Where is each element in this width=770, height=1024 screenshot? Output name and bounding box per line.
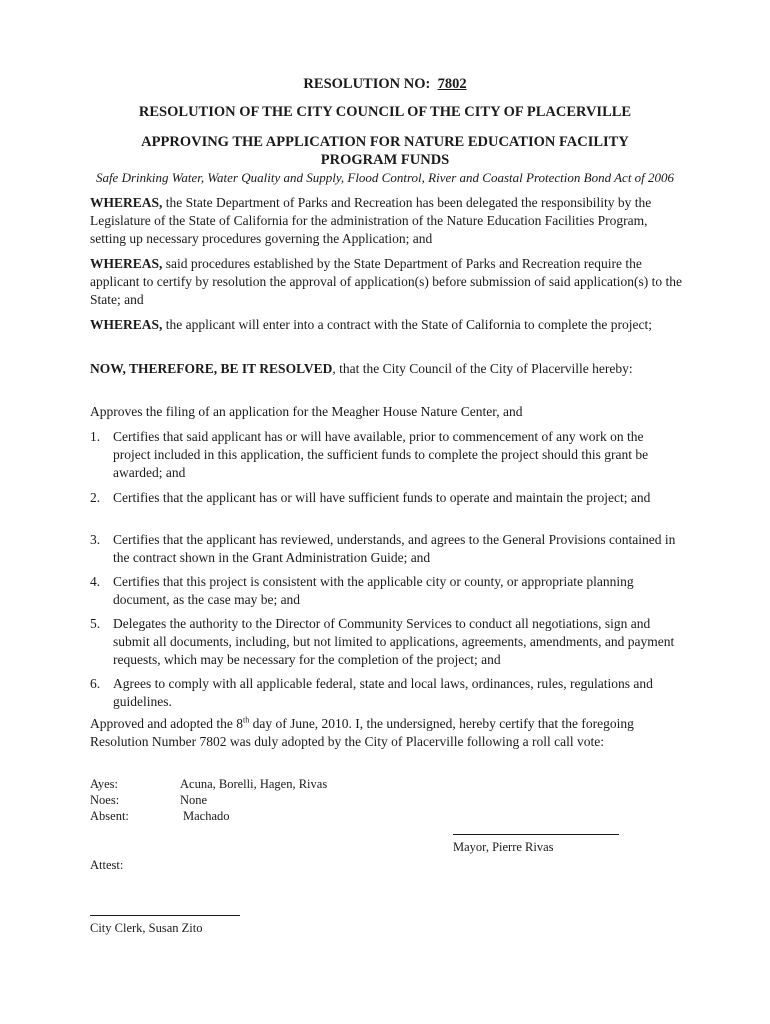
adoption-text-start: Approved and adopted the 8: [90, 716, 243, 731]
vote-row-absent: [90, 808, 490, 824]
list-item-text: Certifies that said applicant has or will have available, prior to commencement of any work on the project included in this application, the sufficient funds to complete the project should this grant be awarded; and: [113, 429, 649, 480]
resolution-number: 7802: [437, 76, 467, 92]
list-item: [90, 573, 682, 609]
list-item-number: 5.: [90, 616, 101, 631]
list-item-text: Certifies that this project is consistent with the applicable city or county, or appropriate planning document, as the case may be; and: [113, 574, 634, 607]
vote-row-noes: [90, 792, 490, 808]
whereas-text: the applicant will enter into a contract with the State of California to complete the project;: [162, 317, 652, 332]
clerk-signature-label: City Clerk, Susan Zito: [90, 921, 203, 935]
whereas-text: said procedures established by the State Department of Parks and Recreation require the applicant to certify by resolution the approval of application(s) before submission of said application(s) to the State; and: [90, 256, 682, 307]
whereas-lead: WHEREAS,: [90, 195, 163, 210]
list-item: [90, 675, 682, 711]
whereas-paragraph-2: [90, 255, 682, 309]
vote-value: Acuna, Borelli, Hagen, Rivas: [180, 777, 328, 791]
resolution-label: RESOLUTION NO:: [303, 76, 431, 92]
list-item-number: 1.: [90, 429, 101, 444]
ordinal-suffix: th: [242, 715, 250, 725]
mayor-signature-label: Mayor, Pierre Rivas: [453, 840, 554, 854]
vote-label: Ayes:: [90, 777, 119, 791]
vote-value: None: [180, 793, 208, 807]
resolution-number-heading: [0, 76, 770, 93]
whereas-lead: WHEREAS,: [90, 317, 163, 332]
list-item-text: Certifies that the applicant has or will have sufficient funds to operate and maintain the project; and: [113, 490, 651, 505]
resolved-lead: NOW, THEREFORE, BE IT RESOLVED: [90, 361, 333, 376]
resolved-paragraph: [90, 360, 682, 378]
list-item-number: 2.: [90, 490, 101, 505]
attest-label: Attest:: [90, 858, 124, 872]
resolved-text: , that the City Council of the City of Placerville hereby:: [332, 361, 633, 376]
resolution-title: RESOLUTION OF THE CITY COUNCIL OF THE CITY OF PLACERVILLE: [138, 104, 632, 120]
whereas-paragraph-3: [90, 316, 682, 334]
bond-act-line: Safe Drinking Water, Water Quality and Supply, Flood Control, River and Coastal Protection Bond Act of 2006: [95, 170, 675, 185]
list-item-text: Delegates the authority to the Director of Community Services to conduct all negotiations, sign and submit all documents, including, but not limited to applications, agreements, amendments, and payment requests, which may be necessary for the completion of the project; and: [113, 616, 675, 667]
list-item-text: Agrees to comply with all applicable federal, state and local laws, ordinances, rules, regulations and guidelines.: [113, 676, 653, 709]
whereas-text: the State Department of Parks and Recreation has been delegated the responsibility by the Legislature of the State of California for the administration of the Nature Education Facilities Program, setting up necessary procedures governing the Application; and: [90, 195, 652, 246]
adoption-text-end: day of June, 2010. I, the undersigned, hereby certify that the foregoing Resolution Number 7802 was duly adopted by the City of Placerville following a roll call vote:: [90, 716, 634, 749]
approves-paragraph: Approves the filing of an application for the Meagher House Nature Center, and: [90, 404, 523, 419]
subtitle-text: APPROVING THE APPLICATION FOR NATURE EDUCATION FACILITY PROGRAM FUNDS: [141, 134, 629, 168]
list-item: [90, 531, 682, 567]
whereas-lead: WHEREAS,: [90, 256, 163, 271]
roll-call-votes: [90, 776, 490, 824]
vote-label: Absent:: [90, 809, 129, 823]
whereas-paragraph-1: [90, 194, 682, 248]
clerk-signature-line: [90, 915, 240, 916]
vote-label: Noes:: [90, 793, 120, 807]
resolution-subtitle: [0, 133, 770, 169]
vote-value: Machado: [183, 809, 230, 823]
list-item: [90, 428, 682, 482]
list-item-number: 3.: [90, 532, 101, 547]
list-item-number: 4.: [90, 574, 101, 589]
list-item-number: 6.: [90, 676, 101, 691]
vote-row-ayes: [90, 776, 490, 792]
list-item: [90, 615, 682, 669]
mayor-signature-line: [453, 834, 619, 835]
list-item: [90, 489, 682, 507]
adoption-paragraph: [90, 715, 690, 751]
list-item-text: Certifies that the applicant has reviewed, understands, and agrees to the General Provisions contained in the contract shown in the Grant Administration Guide; and: [113, 532, 676, 565]
